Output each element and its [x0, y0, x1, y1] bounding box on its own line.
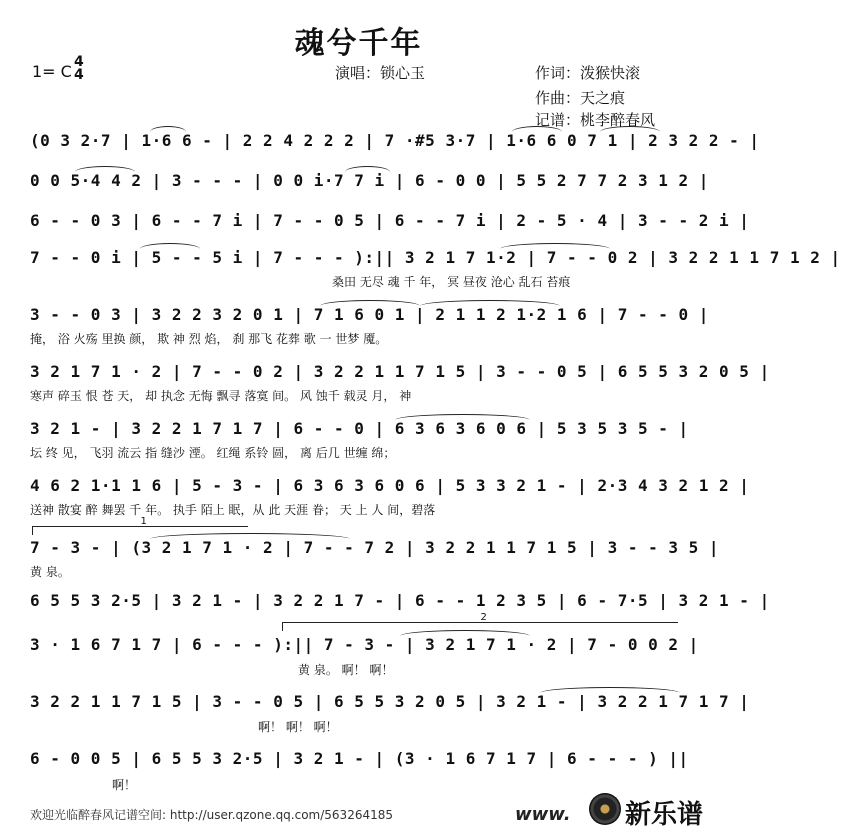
lyric-line: 坛 终 见， 飞羽 流云 指 缝沙 湮。 红绳 系铃 圆， 离 后几 世缠 绵；: [30, 446, 396, 460]
staff-line: 0 0 5·4 4 2 | 3 - - - | 0 0 i·7 7 i | 6 - 0 0 | 5 5 2 7 7 2 3 1 2 |: [30, 171, 709, 190]
staff-line: 7 - 3 - | (3 2 1 7 1 · 2 | 7 - - 7 2 | 3 2 2 1 1 7 1 5 | 3 - - 3 5 |: [30, 538, 720, 557]
staff-line: (0 3 2·7 | 1·6 6 - | 2 2 4 2 2 2 | 7 ·#5 3·7 | 1·6 6 0 7 1 | 2 3 2 2 - |: [30, 131, 760, 150]
logo-www: www.: [515, 804, 571, 825]
record-disc-icon: [589, 793, 621, 825]
staff-line: 3 · 1 6 7 1 7 | 6 - - - ):|| 7 - 3 - | 3 2 1 7 1 · 2 | 7 - 0 0 2 |: [30, 635, 699, 654]
lyric-line: 啊！ 啊！ 啊！: [258, 720, 338, 734]
lyric-line: 桑田 无尽 魂 千 年， 冥 昼夜 沧心 乱石 苔痕: [332, 275, 571, 289]
lyric-line: 啊！: [112, 778, 137, 792]
staff-line: 3 - - 0 3 | 3 2 2 3 2 0 1 | 7 1 6 0 1 | 2 1 1 2 1·2 1 6 | 7 - - 0 |: [30, 305, 709, 324]
staff-line: 3 2 1 7 1 · 2 | 7 - - 0 2 | 3 2 2 1 1 7 1 5 | 3 - - 0 5 | 6 5 5 3 2 0 5 |: [30, 362, 770, 381]
staff-line: 4 6 2 1·1 1 6 | 5 - 3 - | 6 3 6 3 6 0 6 | 5 3 3 2 1 - | 2·3 4 3 2 1 2 |: [30, 476, 750, 495]
staff-line: 6 - - 0 3 | 6 - - 7 i | 7 - - 0 5 | 6 - - 7 i | 2 - 5 · 4 | 3 - - 2 i |: [30, 211, 750, 230]
time-signature: [74, 56, 84, 82]
transcriber-credit: 记谱：桃李醉春风: [535, 111, 656, 129]
volta-label: 2: [480, 612, 487, 623]
lyric-line: 掩， 浴 火殇 里换 颜， 欺 神 烈 焰， 刹 那飞 花葬 歌 一 世梦 魇。: [30, 332, 388, 346]
slur: [75, 166, 135, 172]
lyric-line: 送神 散宴 醉 舞罢 千 年。 执手 陌上 眠，从 此 天涯 眷； 天 上 人 间，碧落: [30, 503, 436, 517]
composer-credit: 作曲：天之痕: [535, 89, 626, 107]
slur: [345, 166, 390, 172]
slur: [600, 126, 660, 132]
staff-line: 7 - - 0 i | 5 - - 5 i | 7 - - - ):|| 3 2 1 7 1·2 | 7 - - 0 2 | 3 2 2 1 1 7 1 2 |: [30, 248, 841, 267]
staff-line: 6 5 5 3 2·5 | 3 2 1 - | 3 2 2 1 7 - | 6 - - 1 2 3 5 | 6 - 7·5 | 3 2 1 - |: [30, 591, 770, 610]
slur: [540, 687, 680, 693]
second-ending-bracket: [282, 612, 678, 631]
slur: [420, 300, 560, 306]
first-ending-bracket: [32, 516, 248, 535]
staff-line: 3 2 2 1 1 7 1 5 | 3 - - 0 5 | 6 5 5 3 2 0 5 | 3 2 1 - | 3 2 2 1 7 1 7 |: [30, 692, 750, 711]
slur: [320, 300, 420, 306]
lyricist-credit: 作词：泼猴快滚: [535, 64, 641, 82]
slur: [500, 243, 610, 249]
key-signature: 1= C: [32, 62, 72, 81]
time-signature-bottom: 4: [74, 67, 84, 83]
lyric-line: 黄 泉。: [30, 565, 70, 579]
slur: [150, 126, 186, 132]
singer-credit: 演唱：锁心玉: [335, 64, 426, 82]
staff-line: 3 2 1 - | 3 2 2 1 7 1 7 | 6 - - 0 | 6 3 6 3 6 0 6 | 5 3 5 3 5 - |: [30, 419, 689, 438]
lyric-line: 寒声 碎玉 恨 苍 天， 却 执念 无悔 飘寻 落寞 间。 风 蚀千 载灵 月， 神: [30, 389, 412, 403]
slur: [395, 414, 530, 420]
time-signature-top: 4: [74, 54, 84, 70]
logo-name: 新乐谱: [625, 800, 704, 830]
song-title: 魂兮千年: [294, 26, 423, 61]
staff-line: 6 - 0 0 5 | 6 5 5 3 2·5 | 3 2 1 - | (3 · 1 6 7 1 7 | 6 - - - ) ||: [30, 749, 689, 768]
slur: [140, 243, 200, 249]
footer-credit: 欢迎光临醉春风记谱空间: http://user.qzone.qq.com/563264185: [30, 808, 394, 822]
slur: [512, 126, 562, 132]
lyric-line: 黄 泉。 啊！ 啊！: [298, 663, 394, 677]
volta-label: 1: [140, 516, 147, 527]
